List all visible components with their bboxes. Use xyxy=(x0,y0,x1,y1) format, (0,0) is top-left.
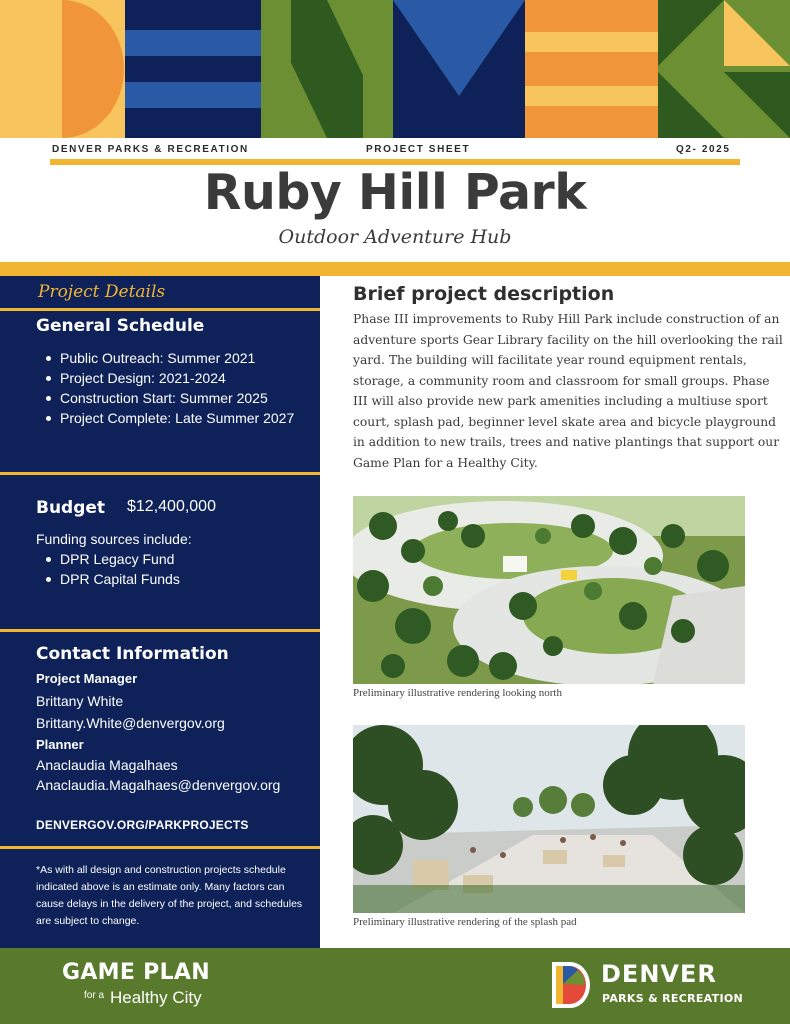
planner-label: Planner xyxy=(36,737,84,752)
planner-email-link[interactable]: Anaclaudia.Magalhaes@denvergov.org xyxy=(36,777,281,793)
description-heading: Brief project description xyxy=(353,283,615,305)
banner-letter-e2 xyxy=(525,0,658,138)
denver-banner-graphic xyxy=(0,0,790,138)
planner-name: Anaclaudia Magalhaes xyxy=(36,757,178,773)
denver-parks-logo-icon xyxy=(548,958,592,1017)
schedule-disclaimer: *As with all design and construction projects schedule indicated above is an estimate only. Many factors can cause delays in the delivery of the project, and schedules are subject to change. xyxy=(36,864,303,927)
website-link[interactable]: DENVERGOV.ORG/PARKPROJECTS xyxy=(36,818,249,832)
denver-logo-subtitle: PARKS & RECREATION xyxy=(602,992,743,1005)
banner-letter-e xyxy=(125,0,261,138)
page-title: Ruby Hill Park xyxy=(203,164,587,221)
budget-heading: Budget xyxy=(36,498,106,518)
manager-name: Brittany White xyxy=(36,693,124,709)
banner-letter-v xyxy=(393,0,525,138)
page-subtitle: Outdoor Adventure Hub xyxy=(278,226,512,248)
department-label: DENVER PARKS & RECREATION xyxy=(52,144,249,155)
denver-logo-name: DENVER xyxy=(601,960,717,988)
description-body: Phase III improvements to Ruby Hill Park include construction of an adventure sports Gear Library facility on the hill overlooking the rail yard. The building will facilitate year round equipment rentals, storage, a community room and classroom for small groups. Phase III will also provide new park amenities including a multiuse sport court, splash pad, beginner level skate area and bicycle playground in addition to new trails, trees and native plantings that support our Game Plan for a Healthy City. xyxy=(353,312,783,470)
quarter-label: Q2- 2025 xyxy=(676,144,731,155)
game-plan-logo-for: for a xyxy=(84,990,105,1001)
sidebar-divider xyxy=(0,472,320,475)
banner-letter-r xyxy=(658,0,790,138)
sheet-type-label: PROJECT SHEET xyxy=(366,144,471,155)
rendering-splash-pad-caption: Preliminary illustrative rendering of the splash pad xyxy=(353,916,577,928)
sidebar-divider xyxy=(0,629,320,632)
project-details-label: Project Details xyxy=(38,282,166,302)
rendering-north-caption: Preliminary illustrative rendering looking north xyxy=(353,687,562,699)
sidebar-divider xyxy=(0,308,320,311)
manager-label: Project Manager xyxy=(36,671,138,686)
header-strip xyxy=(0,142,790,158)
funding-label: Funding sources include: xyxy=(36,531,192,547)
sidebar-divider xyxy=(0,846,320,849)
rendering-splash-pad-image xyxy=(353,725,745,913)
title-divider xyxy=(0,262,790,276)
game-plan-logo-subtitle: Healthy City xyxy=(110,988,202,1007)
rendering-north-image xyxy=(353,496,745,684)
contact-heading: Contact Information xyxy=(36,644,229,664)
list-item: Construction Start: Summer 2025 xyxy=(44,388,294,408)
funding-list xyxy=(44,549,180,589)
list-item: Project Design: 2021-2024 xyxy=(44,368,294,388)
budget-amount: $12,400,000 xyxy=(127,498,216,515)
manager-email-link[interactable]: Brittany.White@denvergov.org xyxy=(36,715,225,731)
banner-letter-d xyxy=(0,0,125,138)
list-item: DPR Legacy Fund xyxy=(44,549,180,569)
schedule-list xyxy=(44,348,294,428)
footer xyxy=(0,948,790,1024)
list-item: Project Complete: Late Summer 2027 xyxy=(44,408,294,428)
list-item: DPR Capital Funds xyxy=(44,569,180,589)
project-details-sidebar xyxy=(0,276,320,948)
banner-letter-n xyxy=(261,0,393,138)
game-plan-logo-title: GAME PLAN xyxy=(62,960,210,985)
list-item: Public Outreach: Summer 2021 xyxy=(44,348,294,368)
schedule-heading: General Schedule xyxy=(36,316,205,336)
